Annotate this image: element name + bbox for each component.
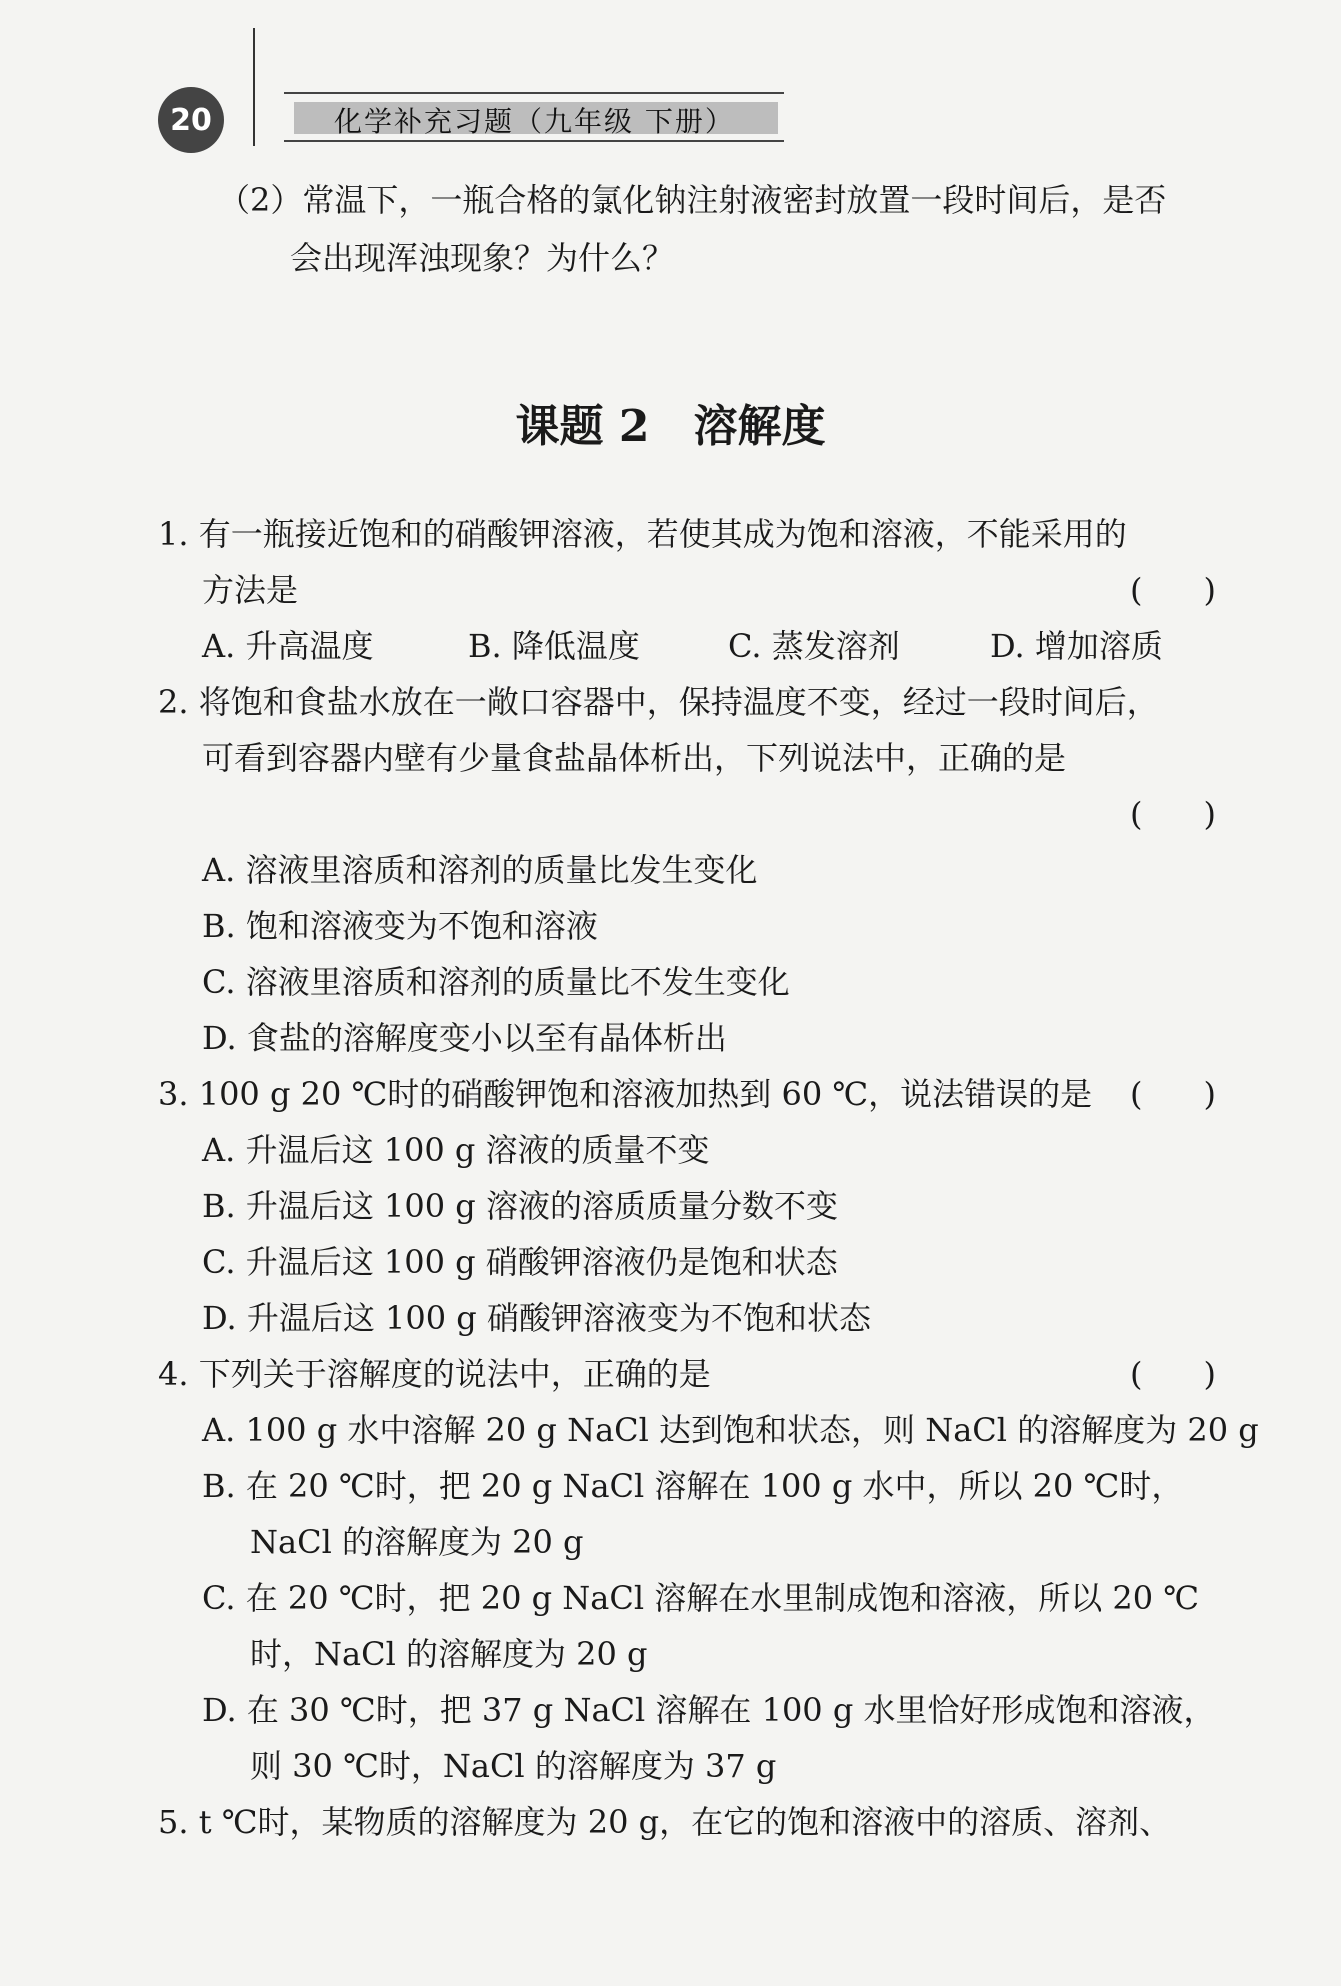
lesson-title: 课题 2 溶解度 (515, 401, 826, 452)
q1-line-1: 1. 有一瓶接近饱和的硝酸钾溶液，若使其成为饱和溶液，不能采用的 (158, 515, 1127, 553)
q2-option-c: C. 溶液里溶质和溶剂的质量比不发生变化 (202, 963, 790, 1001)
q2-option-d: D. 食盐的溶解度变小以至有晶体析出 (202, 1019, 727, 1057)
q4-option-b-line-1: B. 在 20 ℃时，把 20 g NaCl 溶解在 100 g 水中，所以 20 ℃时， (202, 1467, 1184, 1505)
q5-line-1: 5. t ℃时，某物质的溶解度为 20 g，在它的饱和溶液中的溶质、溶剂、 (158, 1803, 1172, 1841)
q4-option-c-line-1: C. 在 20 ℃时，把 20 g NaCl 溶解在水里制成饱和溶液，所以 20 ℃ (202, 1579, 1200, 1617)
prev-question-line-1: （2）常温下，一瓶合格的氯化钠注射液密封放置一段时间后，是否 (218, 181, 1167, 219)
prev-question-line-2: 会出现浑浊现象？为什么？ (290, 239, 675, 277)
q1-option-d: D. 增加溶质 (990, 627, 1163, 665)
q1-option-c: C. 蒸发溶剂 (728, 627, 900, 665)
q1-answer-blank: ( ) (1130, 571, 1216, 609)
q4-option-b-line-2: NaCl 的溶解度为 20 g (250, 1523, 584, 1561)
page-number: 20 (170, 102, 212, 138)
q3-line-1: 3. 100 g 20 ℃时的硝酸钾饱和溶液加热到 60 ℃，说法错误的是 (158, 1075, 1093, 1113)
header-divider (253, 28, 255, 146)
q3-option-a: A. 升温后这 100 g 溶液的质量不变 (202, 1131, 710, 1169)
q2-option-a: A. 溶液里溶质和溶剂的质量比发生变化 (202, 851, 758, 889)
q4-option-a: A. 100 g 水中溶解 20 g NaCl 达到饱和状态，则 NaCl 的溶解度为 20 g (202, 1411, 1259, 1449)
q3-option-b: B. 升温后这 100 g 溶液的溶质质量分数不变 (202, 1187, 838, 1225)
q2-line-2: 可看到容器内壁有少量食盐晶体析出，下列说法中，正确的是 (202, 739, 1067, 777)
q1-option-b: B. 降低温度 (468, 627, 640, 665)
q4-option-c-line-2: 时，NaCl 的溶解度为 20 g (250, 1635, 648, 1673)
q3-option-c: C. 升温后这 100 g 硝酸钾溶液仍是饱和状态 (202, 1243, 838, 1281)
q3-answer-blank: ( ) (1130, 1075, 1216, 1113)
book-title: 化学补充习题（九年级 下册） (334, 105, 735, 138)
q4-option-d-line-2: 则 30 ℃时，NaCl 的溶解度为 37 g (250, 1747, 777, 1785)
book-title-banner (284, 92, 784, 142)
q2-option-b: B. 饱和溶液变为不饱和溶液 (202, 907, 598, 945)
page-number-badge (158, 87, 224, 153)
q4-answer-blank: ( ) (1130, 1355, 1216, 1393)
q2-answer-blank: ( ) (1130, 795, 1216, 833)
q4-option-d-line-1: D. 在 30 ℃时，把 37 g NaCl 溶解在 100 g 水里恰好形成饱和溶液， (202, 1691, 1216, 1729)
q1-option-a: A. 升高温度 (202, 627, 374, 665)
q3-option-d: D. 升温后这 100 g 硝酸钾溶液变为不饱和状态 (202, 1299, 871, 1337)
q2-line-1: 2. 将饱和食盐水放在一敞口容器中，保持温度不变，经过一段时间后， (158, 683, 1159, 721)
q4-line-1: 4. 下列关于溶解度的说法中，正确的是 (158, 1355, 711, 1393)
q1-line-2: 方法是 (202, 571, 299, 609)
